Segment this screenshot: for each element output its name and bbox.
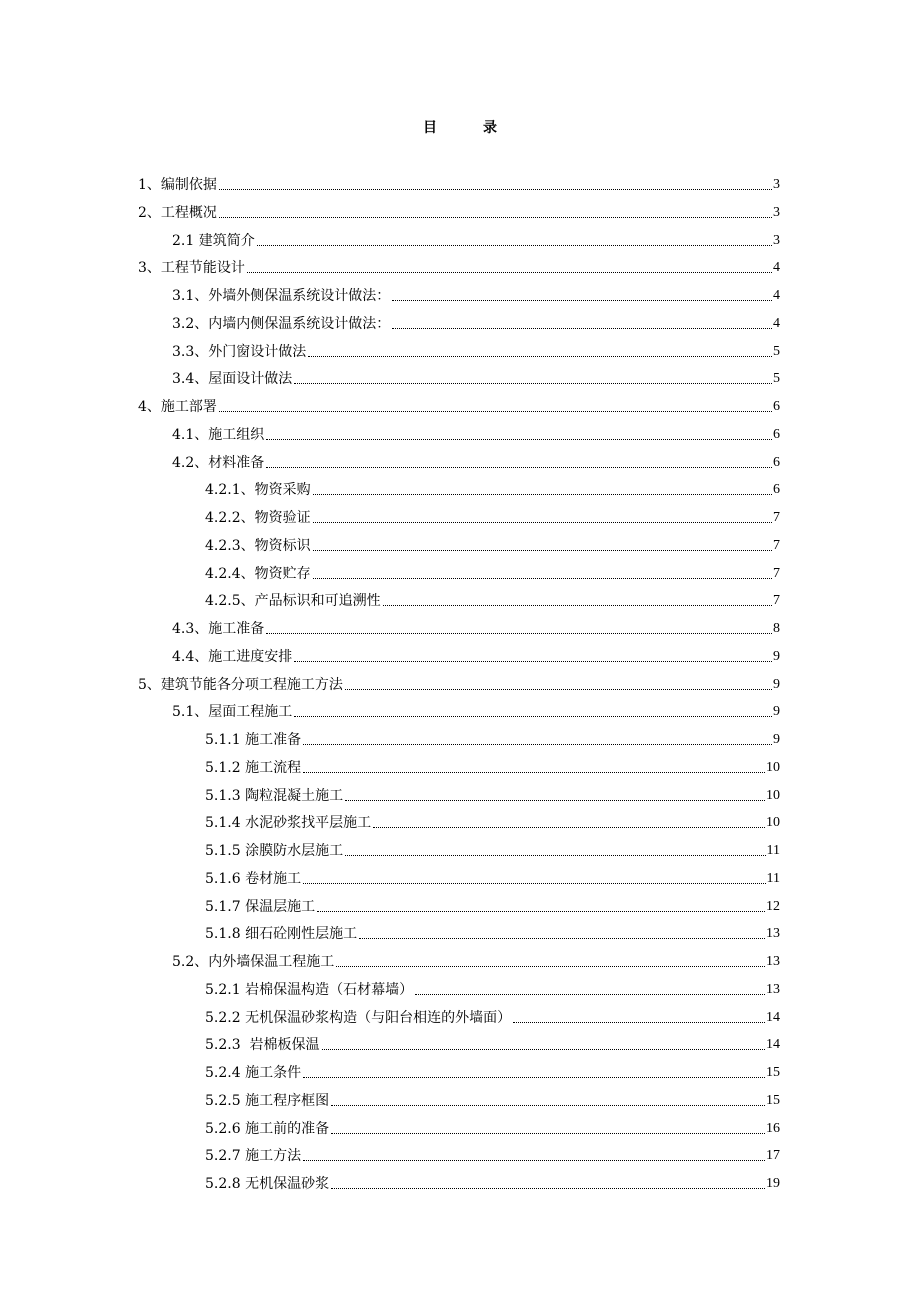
toc-page-number: 14: [766, 1037, 780, 1053]
toc-entry-label: 3.3、外门窗设计做法: [172, 343, 307, 360]
toc-entry[interactable]: [172, 640, 780, 666]
toc-leader-dots: [308, 356, 772, 357]
toc-entry-label: 4.2、材料准备: [172, 454, 265, 471]
toc-entry[interactable]: [138, 196, 780, 222]
toc-page-number: 4: [773, 315, 780, 331]
toc-leader-dots: [303, 883, 765, 884]
toc-entry-label: 5.1.4 水泥砂浆找平层施工: [205, 815, 372, 832]
toc-page-number: 9: [773, 704, 780, 720]
toc-page-number: 7: [773, 537, 780, 553]
toc-page-number: 12: [766, 898, 780, 914]
toc-entry-label: 5.2.4 施工条件: [205, 1065, 302, 1081]
toc-entry[interactable]: [205, 1139, 780, 1165]
toc-page-number: 6: [773, 482, 780, 498]
toc-page-number: 13: [766, 926, 780, 942]
toc-entry[interactable]: [172, 362, 780, 388]
toc-entry-label: 5.2.5 施工程序框图: [205, 1092, 330, 1109]
toc-leader-dots: [266, 439, 772, 440]
toc-leader-dots: [219, 411, 772, 412]
toc-page-number: 7: [773, 593, 780, 609]
toc-entry[interactable]: [205, 473, 780, 499]
toc-page-number: 3: [773, 204, 780, 220]
toc-page-number: 17: [766, 1148, 780, 1164]
toc-entry-label: 3.1、外墙外侧保温系统设计做法：: [172, 288, 391, 304]
toc-entry[interactable]: [138, 168, 780, 194]
toc-leader-dots: [313, 494, 772, 495]
toc-page-number: 4: [773, 260, 780, 276]
toc-leader-dots: [415, 994, 765, 995]
toc-entry-label: 3.2、内墙内侧保温系统设计做法：: [172, 315, 391, 332]
toc-leader-dots: [331, 1188, 765, 1189]
toc-entry[interactable]: [205, 723, 780, 749]
toc-page-number: 16: [766, 1120, 780, 1136]
toc-page-number: 6: [773, 454, 780, 470]
toc-entry-label: 5.1.3 陶粒混凝土施工: [205, 787, 344, 804]
toc-leader-dots: [331, 1105, 765, 1106]
toc-entry-label: 5.1.5 涂膜防水层施工: [205, 843, 344, 859]
toc-page-number: 3: [773, 177, 780, 192]
toc-page-number: 4: [773, 288, 780, 303]
toc-entry[interactable]: [205, 917, 780, 943]
toc-entry-label: 5、建筑节能各分项工程施工方法: [138, 676, 343, 693]
toc-page-number: 5: [773, 371, 780, 387]
toc-entry[interactable]: [172, 335, 780, 361]
toc-leader-dots: [345, 800, 765, 801]
toc-entry-label: 5.2.1 岩棉保温构造（石材幕墙）: [205, 981, 414, 998]
toc-leader-dots: [336, 966, 765, 967]
toc-page-number: 3: [773, 232, 780, 248]
toc-entry-label: 5.1.8 细石砼刚性层施工: [205, 926, 358, 943]
toc-entry[interactable]: [172, 446, 780, 472]
toc-leader-dots: [313, 522, 772, 523]
toc-entry-label: 4.4、施工进度安排: [172, 648, 293, 665]
toc-page-number: 6: [773, 399, 780, 414]
toc-leader-dots: [313, 550, 772, 551]
toc-leader-dots: [266, 633, 772, 634]
toc-entry[interactable]: [172, 279, 780, 305]
toc-leader-dots: [266, 467, 772, 468]
toc-leader-dots: [294, 383, 772, 384]
toc-entry[interactable]: [172, 695, 780, 721]
toc-entry-label: 5.2.6 施工前的准备: [205, 1120, 330, 1137]
toc-entry[interactable]: [205, 890, 780, 916]
toc-entry-label: 5.2.3 岩棉板保温: [205, 1037, 320, 1054]
toc-leader-dots: [345, 855, 765, 856]
toc-entry-label: 4.2.5、产品标识和可追溯性: [205, 593, 381, 610]
toc-entry[interactable]: [138, 668, 780, 694]
toc-leader-dots: [257, 245, 772, 246]
toc-leader-dots: [322, 1049, 765, 1050]
toc-page-number: 19: [766, 1176, 780, 1191]
toc-entry-label: 4.1、施工组织: [172, 426, 265, 443]
toc-entry[interactable]: [205, 834, 780, 860]
toc-page-number: 15: [766, 1065, 780, 1080]
toc-page-number: 9: [773, 676, 780, 692]
toc-entry-label: 5.2.8 无机保温砂浆: [205, 1176, 330, 1192]
toc-entry[interactable]: [205, 557, 780, 583]
toc-leader-dots: [247, 272, 772, 273]
toc-page-number: 5: [773, 343, 780, 359]
toc-page-number: 14: [766, 1009, 780, 1025]
toc-page-number: 11: [766, 870, 780, 886]
page-title: 目录: [423, 120, 543, 136]
toc-page-number: 8: [773, 621, 780, 636]
toc-page-number: 6: [773, 426, 780, 442]
toc-entry[interactable]: [205, 806, 780, 832]
toc-entry-label: 5.1.7 保温层施工: [205, 898, 316, 915]
toc-leader-dots: [317, 911, 765, 912]
toc-entry[interactable]: [205, 779, 780, 805]
toc-leader-dots: [219, 217, 772, 218]
toc-entry[interactable]: [205, 1112, 780, 1138]
toc-entry[interactable]: [138, 390, 780, 416]
toc-page-number: 10: [766, 815, 780, 831]
toc-entry[interactable]: [205, 1001, 780, 1027]
toc-entry-label: 5.1.6 卷材施工: [205, 870, 302, 887]
toc-entry-label: 4.2.2、物资验证: [205, 510, 311, 526]
toc-entry[interactable]: [205, 1056, 780, 1082]
toc-entry[interactable]: [172, 307, 780, 333]
toc-page-number: 15: [766, 1092, 780, 1108]
toc-entry[interactable]: [172, 612, 780, 638]
toc-page-number: 10: [766, 787, 780, 803]
toc-leader-dots: [392, 300, 772, 301]
toc-entry[interactable]: [172, 418, 780, 444]
toc-entry[interactable]: [205, 751, 780, 777]
toc-entry[interactable]: [205, 1167, 780, 1193]
toc-leader-dots: [513, 1022, 765, 1023]
toc-leader-dots: [294, 716, 772, 717]
toc-leader-dots: [392, 328, 772, 329]
toc-entry[interactable]: [138, 251, 780, 277]
toc-entry-label: 5.2.2 无机保温砂浆构造（与阳台相连的外墙面）: [205, 1009, 512, 1026]
toc-entry[interactable]: [205, 529, 780, 555]
toc-leader-dots: [219, 189, 772, 190]
toc-entry-label: 5.2.7 施工方法: [205, 1148, 302, 1165]
toc-leader-dots: [373, 827, 765, 828]
toc-entry[interactable]: [172, 224, 780, 250]
toc-entry-label: 4.2.3、物资标识: [205, 537, 311, 554]
toc-entry-label: 3、工程节能设计: [138, 260, 245, 277]
toc-page-number: 7: [773, 510, 780, 525]
toc-leader-dots: [303, 744, 772, 745]
toc-entry[interactable]: [172, 945, 780, 971]
toc-entry-label: 3.4、屋面设计做法: [172, 371, 293, 388]
toc-leader-dots: [294, 661, 772, 662]
toc-page-number: 10: [766, 759, 780, 775]
toc-leader-dots: [303, 1077, 765, 1078]
toc-leader-dots: [383, 605, 772, 606]
toc-entry[interactable]: [205, 1084, 780, 1110]
toc-entry[interactable]: [205, 1028, 780, 1054]
toc-entry-label: 4.3、施工准备: [172, 621, 265, 637]
toc-entry[interactable]: [205, 862, 780, 888]
toc-entry[interactable]: [205, 584, 780, 610]
toc-leader-dots: [331, 1133, 765, 1134]
toc-page-number: 13: [766, 981, 780, 997]
toc-page-number: 7: [773, 565, 780, 581]
toc-entry-label: 5.1.2 施工流程: [205, 759, 302, 776]
toc-entry[interactable]: [205, 501, 780, 527]
toc-leader-dots: [359, 938, 765, 939]
toc-page-number: 13: [766, 954, 780, 969]
toc-page-number: 9: [773, 648, 780, 664]
toc-entry-label: 2.1 建筑简介: [172, 232, 255, 249]
toc-entry-label: 4.2.4、物资贮存: [205, 565, 311, 582]
toc-entry-label: 4、施工部署: [138, 399, 217, 415]
toc-page-number: 9: [773, 732, 780, 747]
toc-page-number: 11: [766, 843, 780, 858]
toc-leader-dots: [313, 578, 772, 579]
toc-leader-dots: [303, 772, 765, 773]
toc-entry-label: 4.2.1、物资采购: [205, 482, 311, 499]
toc-entry-label: 5.1、屋面工程施工: [172, 704, 293, 721]
toc-entry-label: 5.2、内外墙保温工程施工: [172, 954, 335, 970]
toc-leader-dots: [345, 689, 772, 690]
toc-entry-label: 5.1.1 施工准备: [205, 732, 302, 748]
toc-leader-dots: [303, 1160, 765, 1161]
toc-entry-label: 2、工程概况: [138, 204, 217, 221]
toc-entry-label: 1、编制依据: [138, 177, 217, 193]
toc-entry[interactable]: [205, 973, 780, 999]
